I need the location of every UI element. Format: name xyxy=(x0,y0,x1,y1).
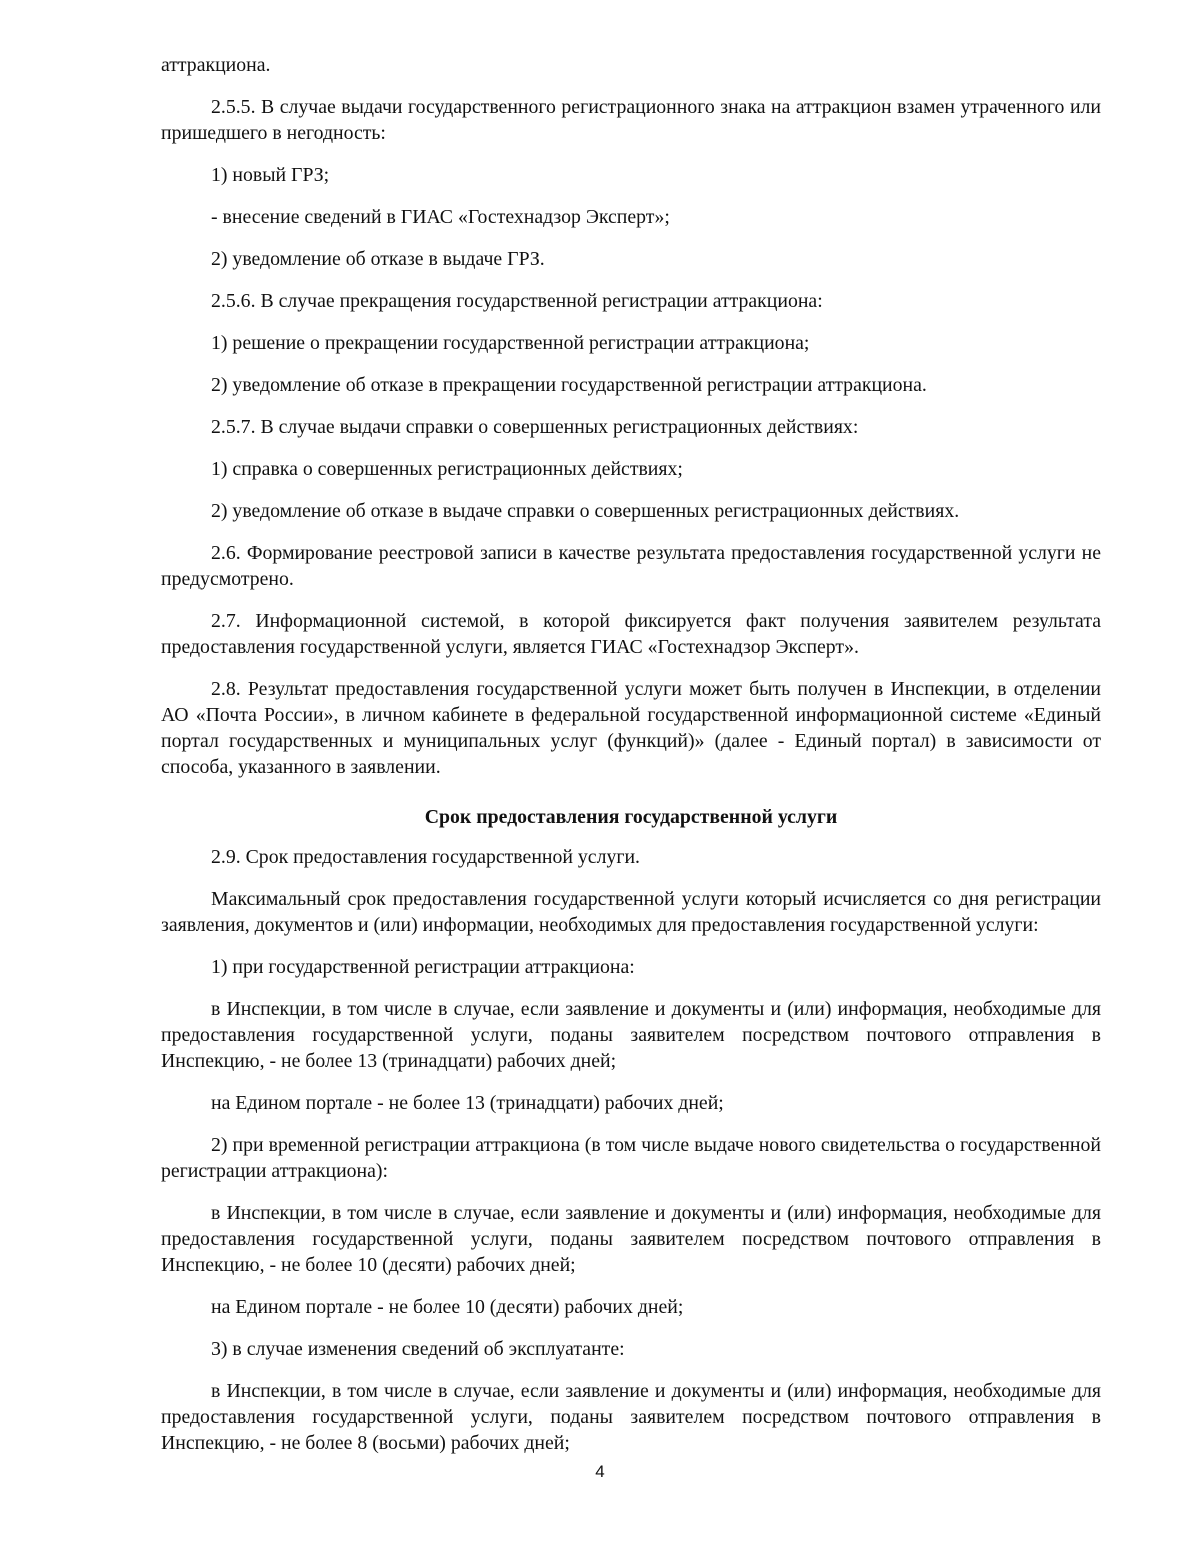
paragraph: в Инспекции, в том числе в случае, если заявление и документы и (или) информация, необходимые для предоставления государственной услуги, поданы заявителем посредством почтового отправления в Инспекцию, - не более 10 (десяти) рабочих дней; xyxy=(161,1202,1101,1276)
paragraph: в Инспекции, в том числе в случае, если заявление и документы и (или) информация, необходимые для предоставления государственной услуги, поданы заявителем посредством почтового отправления в Инспекцию, - не более 13 (тринадцати) рабочих дней; xyxy=(161,998,1101,1072)
list-item: 1) решение о прекращении государственной регистрации аттракциона; xyxy=(211,332,810,354)
paragraph-2-5-7: 2.5.7. В случае выдачи справки о совершенных регистрационных действиях: xyxy=(211,416,859,438)
document-body xyxy=(161,52,1101,1472)
list-item: 2) уведомление об отказе в прекращении государственной регистрации аттракциона. xyxy=(211,374,927,396)
paragraph-2-8: 2.8. Результат предоставления государственной услуги может быть получен в Инспекции, в отделении АО «Почта России», в личном кабинете в федеральной государственной информационной системе «Единый портал государственных и муниципальных услуг (функций)» (далее - Единый портал) в зависимости от способа, указанного в заявлении. xyxy=(161,678,1101,778)
paragraph: в Инспекции, в том числе в случае, если заявление и документы и (или) информация, необходимые для предоставления государственной услуги, поданы заявителем посредством почтового отправления в Инспекцию, - не более 8 (восьми) рабочих дней; xyxy=(161,1380,1101,1454)
list-item: 2) уведомление об отказе в выдаче ГРЗ. xyxy=(211,248,545,270)
paragraph: на Едином портале - не более 10 (десяти) рабочих дней; xyxy=(211,1296,684,1318)
paragraph-2-9: 2.9. Срок предоставления государственной услуги. xyxy=(211,846,640,868)
page-number: 4 xyxy=(595,1462,605,1481)
list-item: 1) новый ГРЗ; xyxy=(211,164,330,186)
paragraph-continuation: аттракциона. xyxy=(161,54,271,76)
paragraph: Максимальный срок предоставления государственной услуги который исчисляется со дня регистрации заявления, документов и (или) информации, необходимых для предоставления государственной услуги: xyxy=(161,888,1101,936)
list-item: 2) при временной регистрации аттракциона (в том числе выдаче нового свидетельства о государственной регистрации аттракциона): xyxy=(161,1134,1101,1182)
paragraph-2-7: 2.7. Информационной системой, в которой фиксируется факт получения заявителем результата предоставления государственной услуги, является ГИАС «Гостехнадзор Эксперт». xyxy=(161,610,1101,658)
list-item: 1) справка о совершенных регистрационных действиях; xyxy=(211,458,683,480)
list-item: 3) в случае изменения сведений об эксплуатанте: xyxy=(211,1338,625,1360)
list-item: 1) при государственной регистрации аттракциона: xyxy=(211,956,635,978)
paragraph-2-6: 2.6. Формирование реестровой записи в качестве результата предоставления государственной услуги не предусмотрено. xyxy=(161,542,1101,590)
list-item: 2) уведомление об отказе в выдаче справки о совершенных регистрационных действиях. xyxy=(211,500,960,522)
section-heading: Срок предоставления государственной услуги xyxy=(424,806,838,828)
list-item: - внесение сведений в ГИАС «Гостехнадзор Эксперт»; xyxy=(211,206,670,228)
paragraph-2-5-5: 2.5.5. В случае выдачи государственного регистрационного знака на аттракцион взамен утраченного или пришедшего в негодность: xyxy=(161,96,1101,144)
paragraph-2-5-6: 2.5.6. В случае прекращения государственной регистрации аттракциона: xyxy=(211,290,823,312)
paragraph: на Едином портале - не более 13 (тринадцати) рабочих дней; xyxy=(211,1092,724,1114)
